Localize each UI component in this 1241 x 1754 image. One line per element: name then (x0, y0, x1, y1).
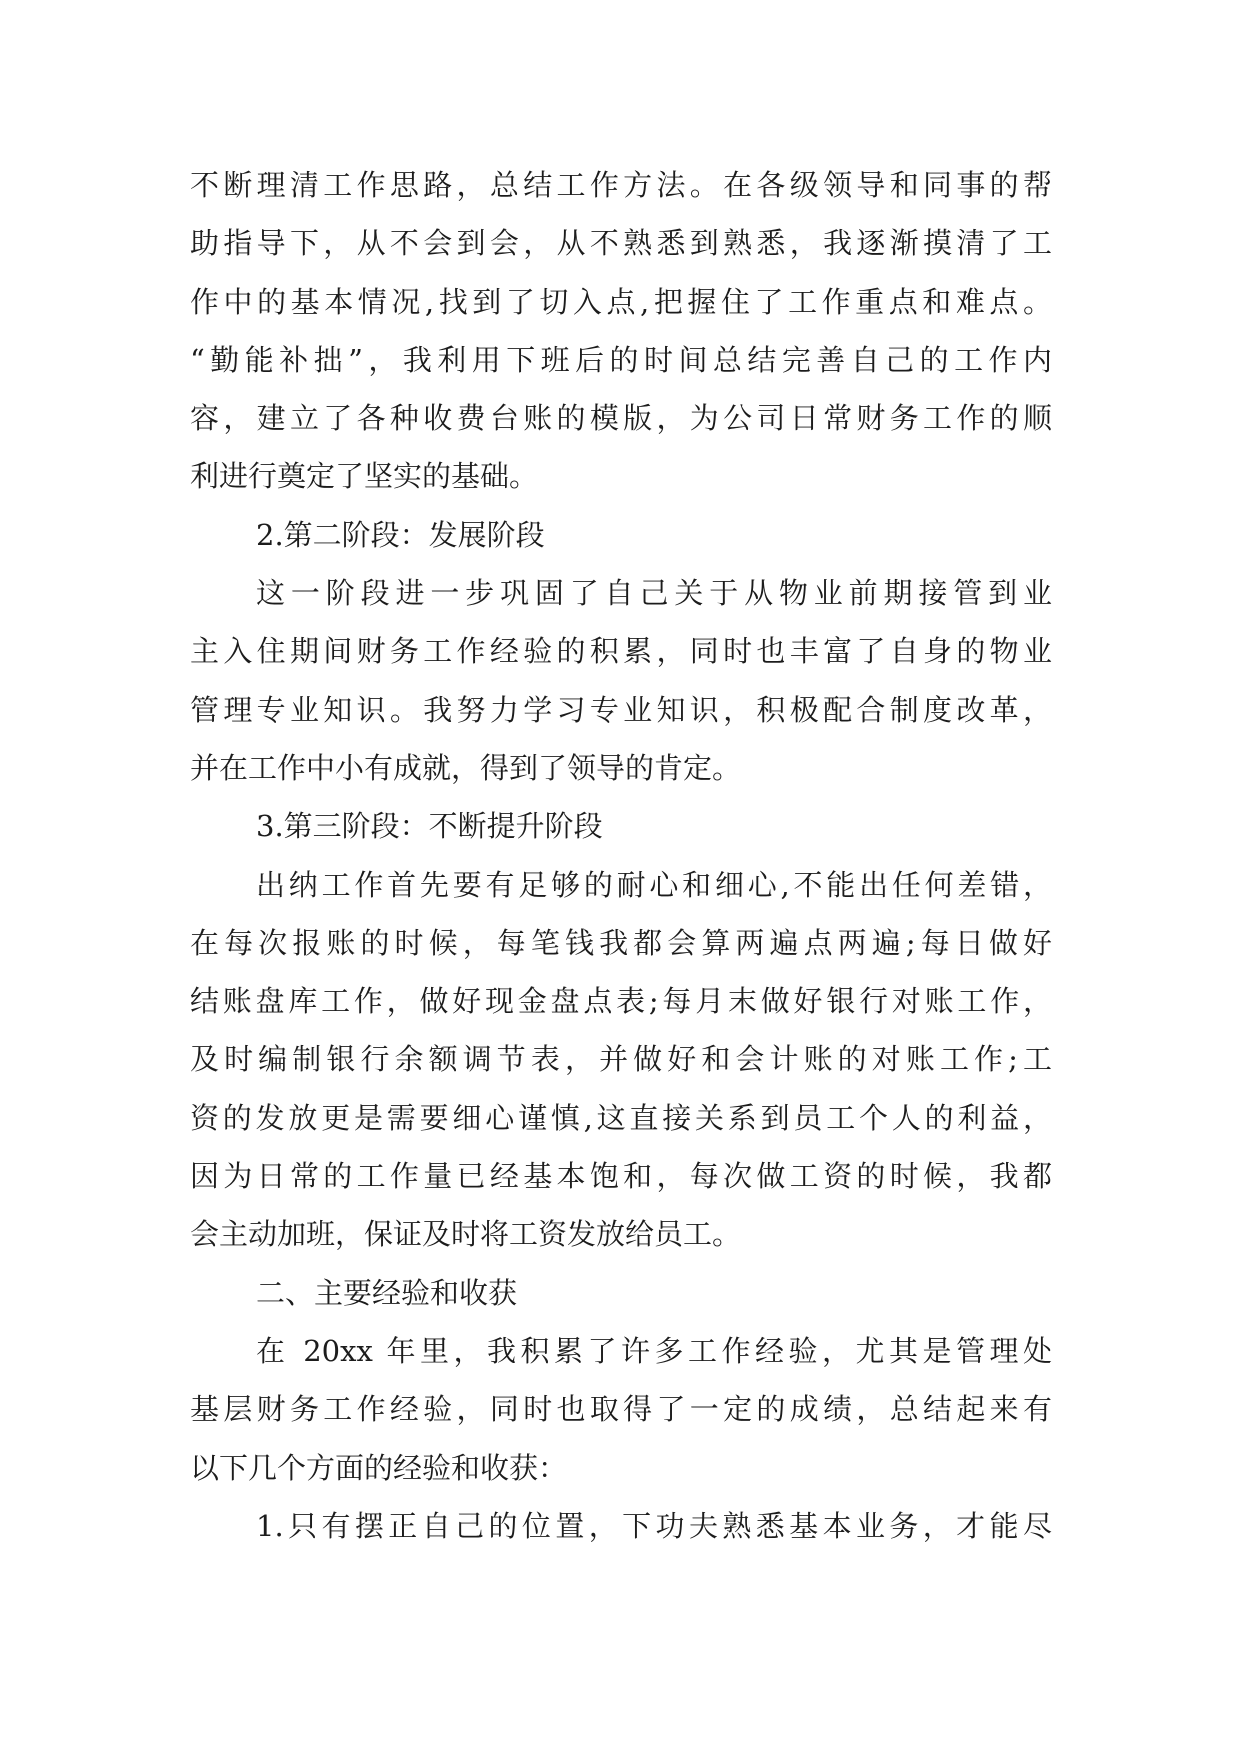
body-text (190, 156, 1052, 1555)
text-line: 因为日常的工作量已经基本饱和，每次做工资的时候，我都 (190, 1159, 1052, 1194)
text-line: 会主动加班，保证及时将工资发放给员工。 (190, 1217, 742, 1252)
section-heading-text: 二、主要经验和收获 (256, 1275, 518, 1310)
text-line: 在 20xx 年里，我积累了许多工作经验，尤其是管理处 (256, 1333, 1052, 1368)
text-line: 资的发放更是需要细心谨慎,这直接关系到员工个人的利益， (190, 1100, 1052, 1135)
section-heading (190, 797, 1052, 855)
paragraph (190, 1322, 1052, 1497)
text-line: 管理专业知识。我努力学习专业知识，积极配合制度改革， (190, 692, 1052, 727)
text-line: 及时编制银行余额调节表，并做好和会计账的对账工作;工 (190, 1042, 1052, 1077)
text-line: 出纳工作首先要有足够的耐心和细心,不能出任何差错， (256, 867, 1052, 902)
paragraph (190, 1497, 1052, 1555)
text-line: 并在工作中小有成就，得到了领导的肯定。 (190, 750, 742, 785)
text-line: 以下几个方面的经验和收获： (190, 1450, 568, 1485)
text-line: 这一阶段进一步巩固了自己关于从物业前期接管到业 (256, 576, 1052, 611)
text-line: 不断理清工作思路，总结工作方法。在各级领导和同事的帮 (190, 168, 1052, 202)
text-line: 1.只有摆正自己的位置，下功夫熟悉基本业务，才能尽 (256, 1508, 1052, 1543)
text-line: 利进行奠定了坚实的基础。 (190, 459, 539, 494)
text-line: 容，建立了各种收费台账的模版，为公司日常财务工作的顺 (190, 401, 1052, 436)
text-line: “勤能补拙”，我利用下班后的时间总结完善自己的工作内 (190, 342, 1052, 377)
paragraph (190, 156, 1052, 506)
text-line: 在每次报账的时候，每笔钱我都会算两遍点两遍;每日做好 (190, 925, 1052, 960)
paragraph (190, 856, 1052, 1264)
text-line: 结账盘库工作，做好现金盘点表;每月末做好银行对账工作， (190, 984, 1052, 1019)
section-heading (190, 1264, 1052, 1322)
text-line: 基层财务工作经验，同时也取得了一定的成绩，总结起来有 (190, 1392, 1052, 1427)
section-heading-text: 3.第三阶段：不断提升阶段 (256, 809, 603, 844)
text-line: 助指导下，从不会到会，从不熟悉到熟悉，我逐渐摸清了工 (190, 226, 1052, 261)
paragraph (190, 564, 1052, 797)
text-line: 作中的基本情况,找到了切入点,把握住了工作重点和难点。 (190, 284, 1052, 319)
text-line: 主入住期间财务工作经验的积累，同时也丰富了自身的物业 (190, 634, 1052, 669)
section-heading (190, 506, 1052, 564)
section-heading-text: 2.第二阶段：发展阶段 (256, 517, 545, 552)
